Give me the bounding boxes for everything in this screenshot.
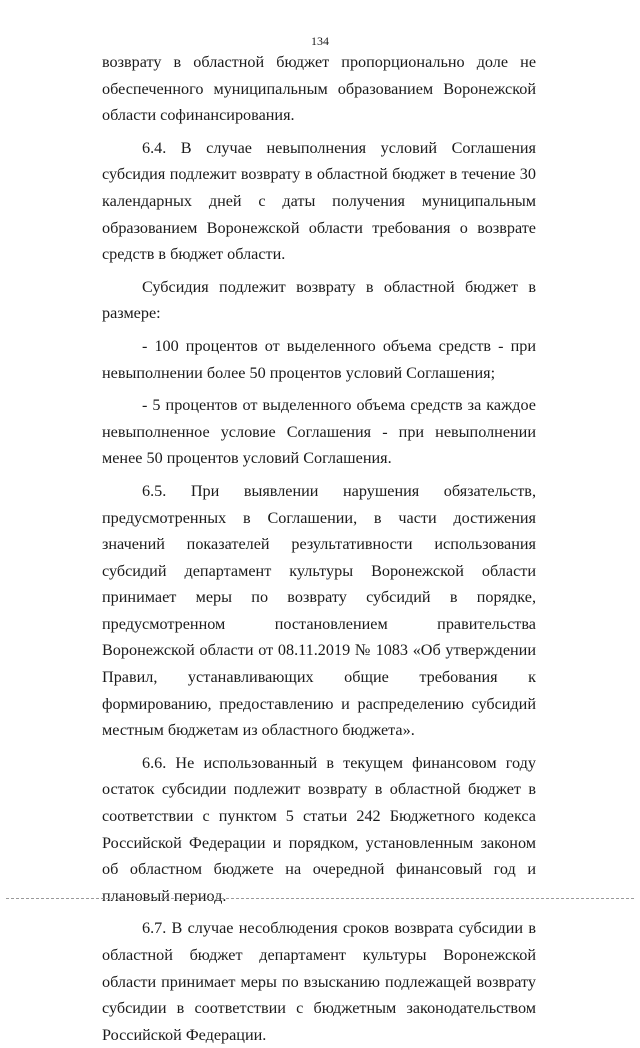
page-number: 134: [311, 34, 329, 48]
paragraph-6-7: 6.7. В случае несоблюдения сроков возврата субсидии в областной бюджет департамент культуры Воронежской области принимает меры по взысканию подлежащей возврату субсидии в соответствии с бюджетным законодательством Российской Федерации.: [102, 919, 536, 1044]
bottom-divider: [6, 898, 634, 899]
paragraph-bullet-100-percent: - 100 процентов от выделенного объема средств - при невыполнении более 50 процентов условий Соглашения;: [102, 336, 536, 382]
paragraph-continuation: возврату в областной бюджет пропорционально доле не обеспеченного муниципальным образованием Воронежской области софинансирования.: [102, 53, 536, 125]
paragraph-subsidy-amount: Субсидия подлежит возврату в областной бюджет в размере:: [102, 277, 536, 323]
paragraph-6-6: 6.6. Не использованный в текущем финансовом году остаток субсидии подлежит возврату в областной бюджет в соответствии с пунктом 5 статьи 242 Бюджетного кодекса Российской Федерации и порядком, установленным законом об областном бюджете на очередной финансовый год и плановый период.: [102, 753, 536, 905]
paragraph-6-4: 6.4. В случае невыполнения условий Соглашения субсидия подлежит возврату в областной бюджет в течение 30 календарных дней с даты получения муниципальным образованием Воронежской области требования о возврате средств в бюджет области.: [102, 138, 536, 264]
paragraph-6-5: 6.5. При выявлении нарушения обязательств, предусмотренных в Соглашении, в части достижения значений показателей результативности использования субсидий департамент культуры Воронежской области принимает меры по возврату субсидий в порядке, предусмотренном постановлением правительства Воронежской области от 08.11.2019 № 1083 «Об утверждении Правил, устанавливающих общие требования к формированию, предоставлению и распределению субсидий местным бюджетам из областного бюджета».: [102, 481, 536, 740]
paragraph-bullet-5-percent: - 5 процентов от выделенного объема средств за каждое невыполненное условие Соглашения - при невыполнении менее 50 процентов условий Соглашения.: [102, 396, 536, 468]
